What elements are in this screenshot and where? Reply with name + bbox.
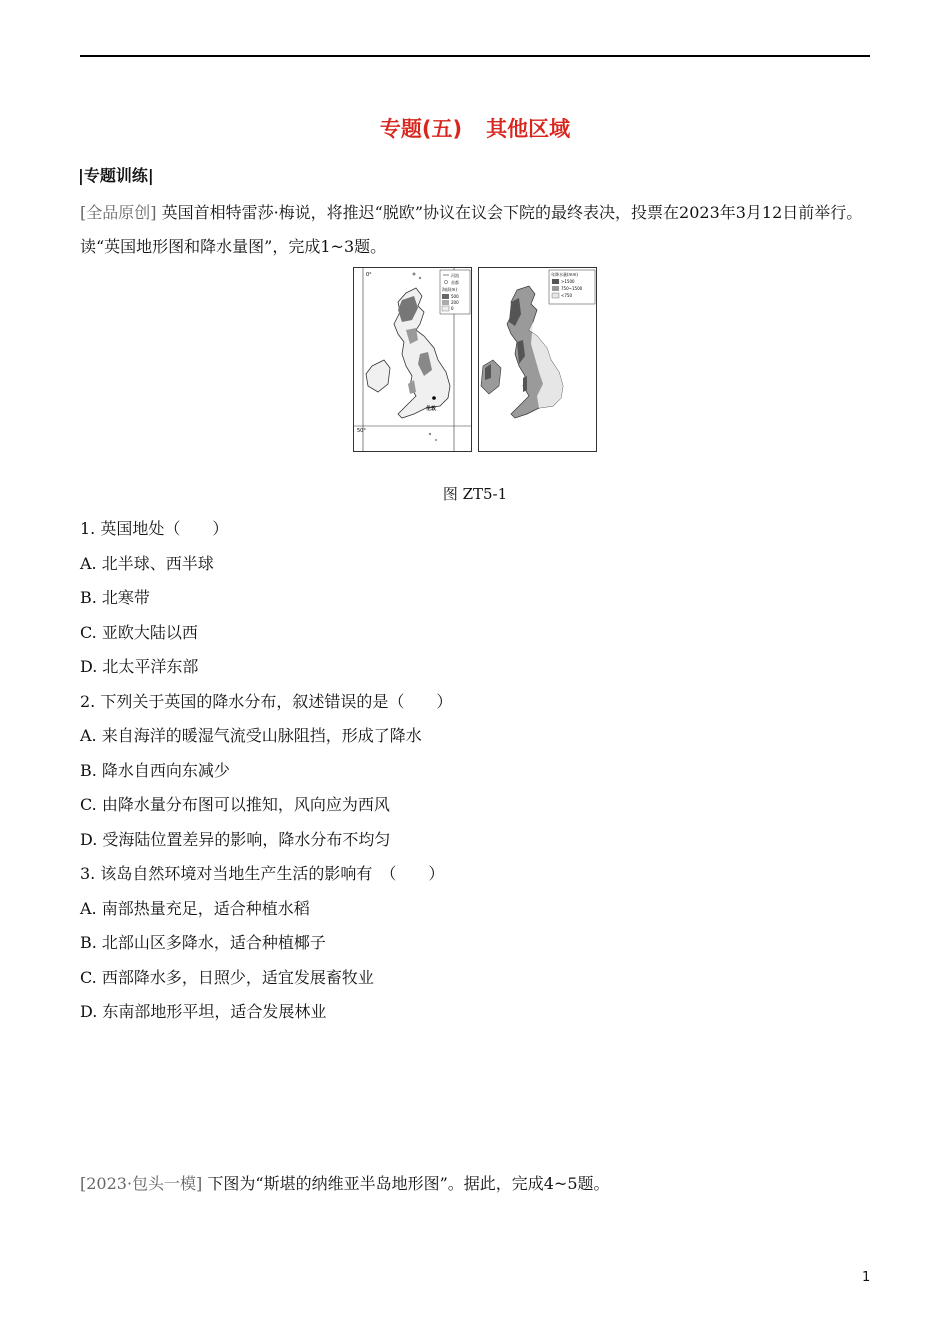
legend-precip-title: 年降水量(mm) bbox=[551, 272, 578, 277]
section-heading: |专题训练| bbox=[78, 166, 154, 185]
city-label-london: 伦敦 bbox=[426, 406, 437, 412]
intro-paragraph-2 bbox=[80, 1171, 610, 1194]
page-title bbox=[0, 113, 950, 143]
question-2-option-c: C. 由降水量分布图可以推知，风向应为西风 bbox=[80, 795, 390, 814]
terrain-map bbox=[353, 267, 472, 452]
legend-class-mid: 750~1500 bbox=[561, 286, 583, 291]
precipitation-map-svg bbox=[479, 268, 596, 451]
question-1-option-d: D. 北太平洋东部 bbox=[80, 657, 199, 676]
legend-class-low: <750 bbox=[561, 293, 572, 298]
lon-label: 0° bbox=[366, 272, 372, 278]
question-2-option-b: B. 降水自西向东减少 bbox=[80, 761, 230, 780]
question-1-option-a: A. 北半球、西半球 bbox=[80, 554, 214, 573]
legend-river: 河流 bbox=[451, 273, 459, 278]
question-3-option-b: B. 北部山区多降水，适合种植椰子 bbox=[80, 933, 326, 952]
top-rule bbox=[80, 55, 870, 57]
intro-paragraph-1 bbox=[80, 196, 872, 264]
question-2-option-d: D. 受海陆位置差异的影响，降水分布不均匀 bbox=[80, 830, 391, 849]
precipitation-legend bbox=[549, 270, 595, 304]
legend-class-high: >1500 bbox=[561, 279, 575, 284]
legend-capital: 首都 bbox=[451, 280, 459, 285]
question-1-option-b: B. 北寒带 bbox=[80, 588, 150, 607]
question-3-stem: 3. 该岛自然环境对当地生产生活的影响有 （ ） bbox=[80, 864, 445, 883]
title-part2: 其他区域 bbox=[486, 117, 571, 141]
question-2-option-a: A. 来自海洋的暖湿气流受山脉阻挡，形成了降水 bbox=[80, 726, 422, 745]
question-3-option-a: A. 南部热量充足，适合种植水稻 bbox=[80, 899, 310, 918]
terrain-map-svg bbox=[354, 268, 471, 451]
legend-level-500: 500 bbox=[451, 294, 459, 299]
legend-elevation-title: 海拔(m) bbox=[442, 287, 458, 292]
intro-text: 英国首相特雷莎·梅说，将推迟“脱欧”协议在议会下院的最终表决，投票在2023年3月12日前举行。读“英国地形图和降水量图”，完成1~3题。 bbox=[80, 203, 863, 256]
terrain-legend bbox=[440, 270, 470, 314]
lat-label: 50° bbox=[357, 428, 366, 434]
title-part1: 专题(五) bbox=[379, 117, 463, 141]
source-tag-2: [2023·包头一模] bbox=[80, 1174, 203, 1193]
precipitation-map bbox=[478, 267, 597, 452]
question-1-stem: 1. 英国地处（ ） bbox=[80, 519, 229, 538]
page-number: 1 bbox=[862, 1270, 871, 1285]
figure-uk-maps bbox=[353, 267, 597, 452]
legend-level-0: 0 bbox=[451, 306, 454, 311]
intro-text-2: 下图为“斯堪的纳维亚半岛地形图”。据此，完成4~5题。 bbox=[202, 1174, 610, 1193]
question-3-option-d: D. 东南部地形平坦，适合发展林业 bbox=[80, 1002, 327, 1021]
question-1-option-c: C. 亚欧大陆以西 bbox=[80, 623, 198, 642]
legend-level-200: 200 bbox=[451, 300, 459, 305]
question-3-option-c: C. 西部降水多，日照少，适宜发展畜牧业 bbox=[80, 968, 374, 987]
question-2-stem: 2. 下列关于英国的降水分布，叙述错误的是（ ） bbox=[80, 692, 453, 711]
source-tag: [全品原创] bbox=[80, 203, 157, 222]
figure-caption: 图 ZT5-1 bbox=[442, 485, 508, 503]
